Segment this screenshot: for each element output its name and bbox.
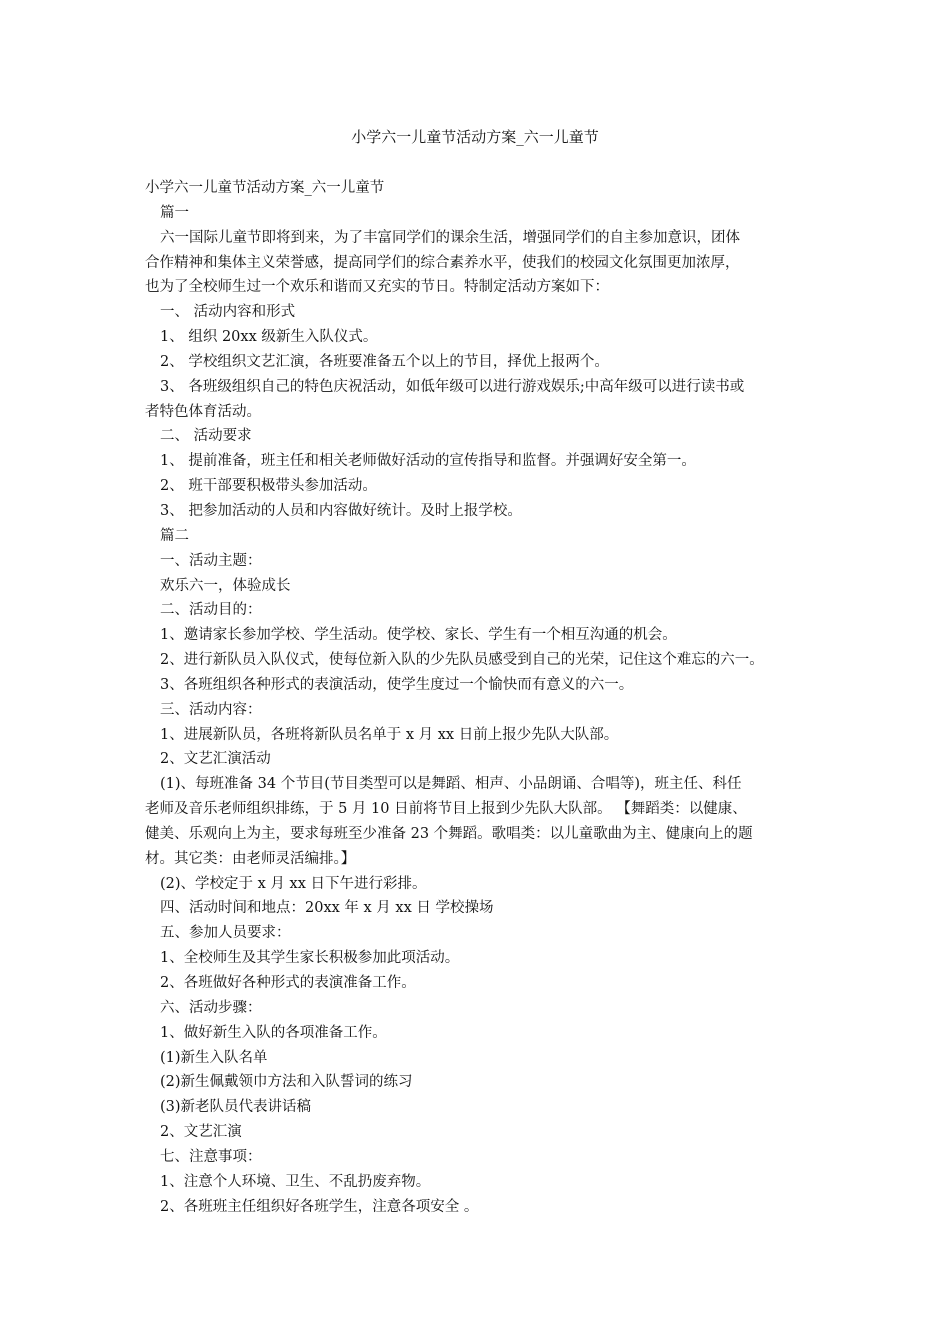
text-line: 材。其它类：由老师灵活编排。】 <box>145 850 356 867</box>
text-line: 3、 各班级组织自己的特色庆祝活动，如低年级可以进行游戏娱乐;中高年级可以进行读书或 <box>160 378 745 395</box>
text-line: 欢乐六一，体验成长 <box>160 577 291 594</box>
text-line: 2、文艺汇演活动 <box>160 751 271 768</box>
text-line: 老师及音乐老师组织排练，于 5 月 10 日前将节目上报到少先队大队部。 【舞蹈类：以健康、 <box>145 801 747 818</box>
text-line: 六一国际儿童节即将到来，为了丰富同学们的课余生活，增强同学们的自主参加意识，团体 <box>160 229 740 246</box>
text-line: 四、活动时间和地点：20xx 年 x 月 xx 日 学校操场 <box>160 900 494 917</box>
text-line: 三、活动内容： <box>160 701 262 718</box>
text-line: (2)、学校定于 x 月 xx 日下午进行彩排。 <box>160 875 427 892</box>
text-line: 者特色体育活动。 <box>145 403 261 420</box>
text-line: 2、进行新队员入队仪式，使每位新入队的少先队员感受到自己的光荣，记住这个难忘的六一。 <box>160 652 764 669</box>
text-line: 七、注意事项： <box>160 1148 262 1165</box>
text-line: 1、做好新生入队的各项准备工作。 <box>160 1024 387 1041</box>
text-line: 1、邀请家长参加学校、学生活动。使学校、家长、学生有一个相互沟通的机会。 <box>160 627 677 644</box>
text-line: 2、各班班主任组织好各班学生，注意各项安全 。 <box>160 1198 479 1215</box>
text-line: (1)新生入队名单 <box>160 1049 268 1066</box>
text-line: (1)、每班准备 34 个节目(节目类型可以是舞蹈、相声、小品朗诵、合唱等)，班主任、科任 <box>160 776 742 793</box>
text-line: 3、各班组织各种形式的表演活动，使学生度过一个愉快而有意义的六一。 <box>160 676 634 693</box>
text-line: 健美、乐观向上为主，要求每班至少准备 23 个舞蹈。歌唱类：以儿童歌曲为主、健康向上的题 <box>145 825 753 842</box>
text-line: 合作精神和集体主义荣誉感，提高同学们的综合素养水平，使我们的校园文化氛围更加浓厚， <box>145 254 740 271</box>
text-line: 小学六一儿童节活动方案_六一儿童节 <box>145 180 385 196</box>
text-line: 3、 把参加活动的人员和内容做好统计。及时上报学校。 <box>160 502 522 519</box>
text-line: 1、注意个人环境、卫生、不乱扔废弃物。 <box>160 1173 431 1190</box>
text-line: 一、活动主题： <box>160 552 262 569</box>
text-line: (3)新老队员代表讲话稿 <box>160 1099 312 1116</box>
text-line: 二、 活动要求 <box>160 428 252 445</box>
text-line: 2、文艺汇演 <box>160 1124 242 1141</box>
text-line: 1、全校师生及其学生家长积极参加此项活动。 <box>160 950 460 967</box>
text-line: 二、活动目的： <box>160 602 262 619</box>
text-line: 2、 学校组织文艺汇演，各班要准备五个以上的节目，择优上报两个。 <box>160 353 609 370</box>
text-line: 1、 组织 20xx 级新生入队仪式。 <box>160 329 378 346</box>
text-line: 2、各班做好各种形式的表演准备工作。 <box>160 975 416 991</box>
text-line: 也为了全校师生过一个欢乐和谐而又充实的节日。特制定活动方案如下： <box>145 279 609 296</box>
text-line: 一、 活动内容和形式 <box>160 304 296 321</box>
text-line: 2、 班干部要积极带头参加活动。 <box>160 478 377 495</box>
text-line: 篇一 <box>160 204 189 221</box>
document-body <box>145 176 825 1219</box>
text-line: 1、进展新队员，各班将新队员名单于 x 月 xx 日前上报少先队大队部。 <box>160 726 619 743</box>
text-line: (2)新生佩戴领巾方法和入队誓词的练习 <box>160 1074 413 1091</box>
text-line: 篇二 <box>160 527 189 544</box>
text-line: 1、 提前准备，班主任和相关老师做好活动的宣传指导和监督。并强调好安全第一。 <box>160 453 696 470</box>
page-title: 小学六一儿童节活动方案_六一儿童节 <box>351 128 599 146</box>
text-line: 六、活动步骤： <box>160 999 262 1016</box>
text-line: 五、参加人员要求： <box>160 925 291 942</box>
